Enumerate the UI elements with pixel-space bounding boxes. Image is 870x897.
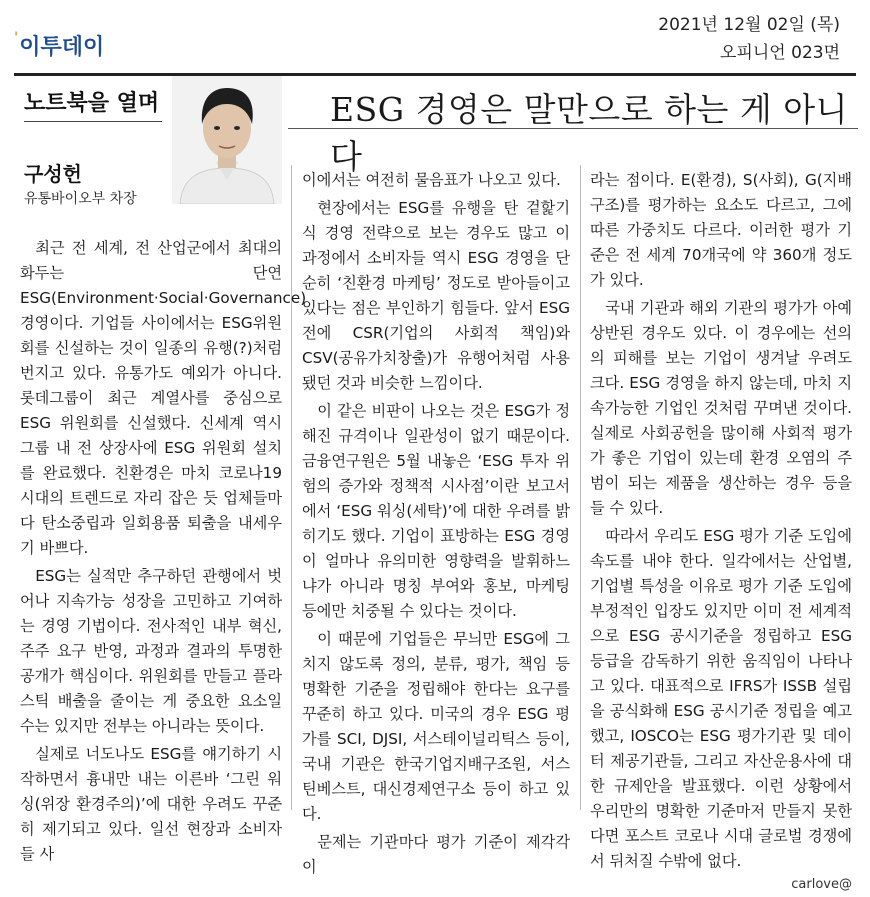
headline-rule (288, 128, 858, 129)
page-section: 오피니언 023면 (720, 43, 840, 63)
author-name: 구성헌 (24, 162, 82, 186)
issue-date: 2021년 12월 02일 (목) (658, 15, 840, 35)
article-column-1 (20, 236, 307, 867)
column-underline (24, 121, 162, 122)
logo-text: 이투데이 (19, 35, 105, 60)
column-divider (291, 165, 292, 810)
author-signature: carlove@ (791, 877, 852, 892)
paragraph: 문제는 기관마다 평가 기준이 제각각이 (302, 833, 570, 876)
author-photo (172, 76, 282, 204)
paragraph: ESG는 실적만 추구하던 관행에서 벗어나 지속가능 성장을 고민하고 기여하는 경영 기법이다. 전사적인 내부 혁신, 주주 요구 반영, 과정과 결과의 투명한 공개가 핵심이다. 위원회를 만들고 플라스틱 배출을 줄이는 게 중요한 요소일 수는 있지만 전부는 아니라는 뜻이다. (20, 567, 282, 735)
paragraph: 이 때문에 기업들은 무늬만 ESG에 그치지 않도록 정의, 분류, 평가, 책임 등 명확한 기준을 정립해야 한다는 요구를 꾸준히 하고 있다. 미국의 경우 ESG 평가를 SCI, DJSI, 서스테이널리틱스 등이, 국내 기관은 한국기업지배구조원, 서스틴베스트, 대신경제연구소 등이 하고 있다. (302, 630, 570, 823)
paragraph: 라는 점이다. E(환경), S(사회), G(지배구조)를 평가하는 요소도 다르고, 그에 따른 가중치도 다르다. 이러한 평가 기준은 전 세계 70개국에 약 360개 정도가 있다. (590, 171, 852, 289)
paragraph: 현장에서는 ESG를 유행을 탄 겉핥기식 경영 전략으로 보는 경우도 많고 이 과정에서 소비자들 역시 ESG 경영을 단순히 ‘친환경 마케팅’ 정도로 받아들이고 있다는 점은 부인하기 힘들다. 앞서 ESG 전에 CSR(기업의 사회적 책임)와 CSV(공유가치창출)가 유행어처럼 사용됐던 것과 비슷한 느낌이다. (302, 199, 570, 392)
article-headline: ESG 경영은 말만으로 하는 게 아니다 (330, 90, 849, 176)
column-divider (580, 165, 581, 810)
paragraph: 국내 기관과 해외 기관의 평가가 아예 상반된 경우도 있다. 이 경우에는 선의의 피해를 보는 기업이 생겨날 우려도 크다. ESG 경영을 하지 않는데, 마치 지속가능한 기업인 것처럼 꾸며낸 것이다. 실제로 사회공헌을 많이해 사회적 평가가 좋은 기업이 있는데 환경 오염의 주범이 되는 제품을 생산하는 경우 등을 들 수 있다. (590, 299, 852, 517)
paragraph: 이에서는 여전히 물음표가 나오고 있다. (302, 171, 561, 189)
paragraph: 따라서 우리도 ESG 평가 기준 도입에 속도를 내야 한다. 일각에서는 산업별, 기업별 특성을 이유로 평가 기준 도입에 부정적인 입장도 있지만 이미 전 세계적으로 ESG 공시기준을 정립하고 ESG 등급을 감독하기 위한 움직임이 나타나고 있다. 대표적으로 IFRS가 ISSB 설립을 공식화해 ESG 공시기준 정립을 예고했고, IOSCO는 ESG 평가기관 및 데이터 제공기관들, 그리고 자산운용사에 대한 규제안을 발표했다. 이런 상황에서 우리만의 명확한 기준마저 만들지 못한다면 포스트 코로나 시대 글로벌 경쟁에서 뒤처질 수밖에 없다. (590, 527, 852, 870)
paragraph: 최근 전 세계, 전 산업군에서 최대의 화두는 단연 ESG(Environment·Social·Governance) 경영이다. 기업들 사이에서는 ESG위원회를 신설하는 것이 일종의 유행(?)처럼 번지고 있다. 유통가도 예외가 아니다. 롯데그룹이 최근 계열사를 중심으로 ESG 위원회를 신설했다. 신세계 역시 그룹 내 전 상장사에 ESG 위원회 설치를 완료했다. 친환경은 마치 코로나19 시대의 트렌드로 자리 잡은 듯 업체들마다 탄소중립과 일회용품 퇴출을 내세우기 바쁘다. (20, 239, 307, 557)
newspaper-logo (14, 30, 104, 61)
article-column-3 (590, 168, 852, 897)
paragraph: 실제로 너도나도 ESG를 얘기하기 시작하면서 흉내만 내는 이른바 ‘그린 워싱(위장 환경주의)’에 대한 우려도 꾸준히 제기되고 있다. 일선 현장과 소비자들 사 (20, 745, 282, 863)
paragraph: 이 같은 비판이 나오는 것은 ESG가 정해진 규격이나 일관성이 없기 때문이다. 금융연구원은 5월 내놓은 ‘ESG 투자 위험의 증가와 정책적 시사점’이란 보고서에서 ‘ESG 워싱(세탁)’에 대한 우려를 밝히기도 했다. 기업이 표방하는 ESG 경영이 얼마나 유의미한 영향력을 발휘하느냐가 아니라 명칭 부여와 홍보, 마케팅 등에만 치중될 수 있다는 것이다. (302, 402, 570, 620)
article-column-2 (302, 168, 570, 880)
author-title: 유통바이오부 차장 (24, 191, 137, 207)
logo-accent-icon: ' (14, 30, 19, 46)
author-portrait-icon (172, 76, 282, 204)
column-name: 노트북을 열며 (24, 91, 160, 116)
top-rule (14, 73, 856, 76)
